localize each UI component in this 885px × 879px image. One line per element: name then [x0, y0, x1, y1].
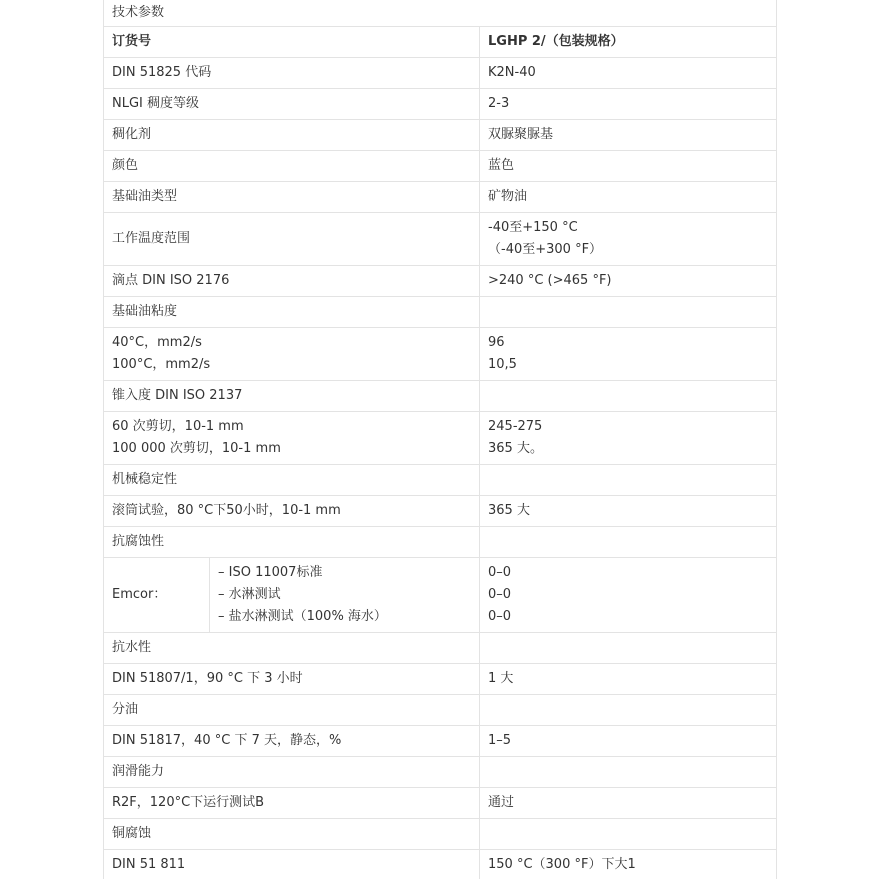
label-line: 40°C，mm2/s [112, 335, 202, 350]
table-row [104, 182, 777, 213]
row-value-empty [480, 381, 777, 412]
emcor-value-item: 0–0 [488, 587, 512, 602]
label-line: 60 次剪切，10-1 mm [112, 419, 244, 434]
row-value-empty [480, 465, 777, 496]
value-line: （-40至+300 °F） [488, 242, 603, 257]
row-label: 滚筒试验，80 °C下50小时，10-1 mm [104, 496, 480, 527]
row-heading: 润滑能力 [104, 757, 480, 788]
table-row [104, 726, 777, 757]
table-row [104, 757, 777, 788]
emcor-tests [210, 558, 480, 633]
value-line: -40至+150 °C [488, 220, 578, 235]
row-value-empty [480, 297, 777, 328]
row-value: 365 大 [480, 496, 777, 527]
row-label: DIN 51825 代码 [104, 58, 480, 89]
label-line: 100°C，mm2/s [112, 357, 211, 372]
order-number-label: 订货号 [104, 27, 480, 58]
table-row [104, 89, 777, 120]
table-row [104, 120, 777, 151]
row-value: 2-3 [480, 89, 777, 120]
row-value [480, 213, 777, 266]
table-row [104, 633, 777, 664]
row-heading: 抗水性 [104, 633, 480, 664]
table-row [104, 58, 777, 89]
row-value: 矿物油 [480, 182, 777, 213]
row-value-empty [480, 757, 777, 788]
row-label: 基础油类型 [104, 182, 480, 213]
row-value-empty [480, 819, 777, 850]
row-value: 1–5 [480, 726, 777, 757]
table-row [104, 819, 777, 850]
section-title-row [104, 0, 777, 27]
row-heading: 铜腐蚀 [104, 819, 480, 850]
row-heading: 抗腐蚀性 [104, 527, 480, 558]
row-label: DIN 51807/1，90 °C 下 3 小时 [104, 664, 480, 695]
table-row [104, 788, 777, 819]
row-value-empty [480, 695, 777, 726]
row-value-empty [480, 527, 777, 558]
value-line: 96 [488, 335, 505, 350]
value-line: 10,5 [488, 357, 517, 372]
label-line: 100 000 次剪切，10-1 mm [112, 441, 281, 456]
table-row [104, 412, 777, 465]
row-label [104, 412, 480, 465]
row-label: 稠化剂 [104, 120, 480, 151]
section-title: 技术参数 [104, 0, 777, 27]
order-number-value: LGHP 2/（包装规格） [480, 27, 777, 58]
technical-spec-table [103, 0, 777, 879]
row-heading: 基础油粘度 [104, 297, 480, 328]
emcor-test-item: – 水淋测试 [218, 587, 281, 602]
table-row [104, 558, 777, 633]
value-line: 365 大。 [488, 441, 543, 456]
emcor-test-item: – 盐水淋测试（100% 海水） [218, 609, 387, 624]
row-label: R2F，120°C下运行测试B [104, 788, 480, 819]
emcor-label: Emcor： [104, 558, 210, 633]
table-row [104, 328, 777, 381]
row-label: 颜色 [104, 151, 480, 182]
row-label: 工作温度范围 [104, 213, 480, 266]
row-label: DIN 51817，40 °C 下 7 天，静态，% [104, 726, 480, 757]
table-row [104, 496, 777, 527]
table-row [104, 266, 777, 297]
row-label: DIN 51 811 [104, 850, 480, 879]
table-row [104, 664, 777, 695]
table-row [104, 695, 777, 726]
row-value: K2N-40 [480, 58, 777, 89]
row-value: 150 °C（300 °F）下大1 [480, 850, 777, 879]
row-value: 1 大 [480, 664, 777, 695]
row-value: 通过 [480, 788, 777, 819]
row-value [480, 328, 777, 381]
row-value: 双脲聚脲基 [480, 120, 777, 151]
table-row [104, 151, 777, 182]
row-heading: 锥入度 DIN ISO 2137 [104, 381, 480, 412]
emcor-test-item: – ISO 11007标准 [218, 565, 323, 580]
emcor-value-item: 0–0 [488, 609, 512, 624]
row-value [480, 412, 777, 465]
table-row [104, 465, 777, 496]
row-heading: 分油 [104, 695, 480, 726]
row-label [104, 328, 480, 381]
row-heading: 机械稳定性 [104, 465, 480, 496]
emcor-value-item: 0–0 [488, 565, 512, 580]
row-label: 滴点 DIN ISO 2176 [104, 266, 480, 297]
row-label: NLGI 稠度等级 [104, 89, 480, 120]
table-header-row [104, 27, 777, 58]
row-value-empty [480, 633, 777, 664]
table-row [104, 850, 777, 879]
table-row [104, 381, 777, 412]
row-value: >240 °C (>465 °F) [480, 266, 777, 297]
table-row [104, 297, 777, 328]
value-line: 245-275 [488, 419, 543, 434]
emcor-values [480, 558, 777, 633]
table-row [104, 213, 777, 266]
row-value: 蓝色 [480, 151, 777, 182]
table-row [104, 527, 777, 558]
